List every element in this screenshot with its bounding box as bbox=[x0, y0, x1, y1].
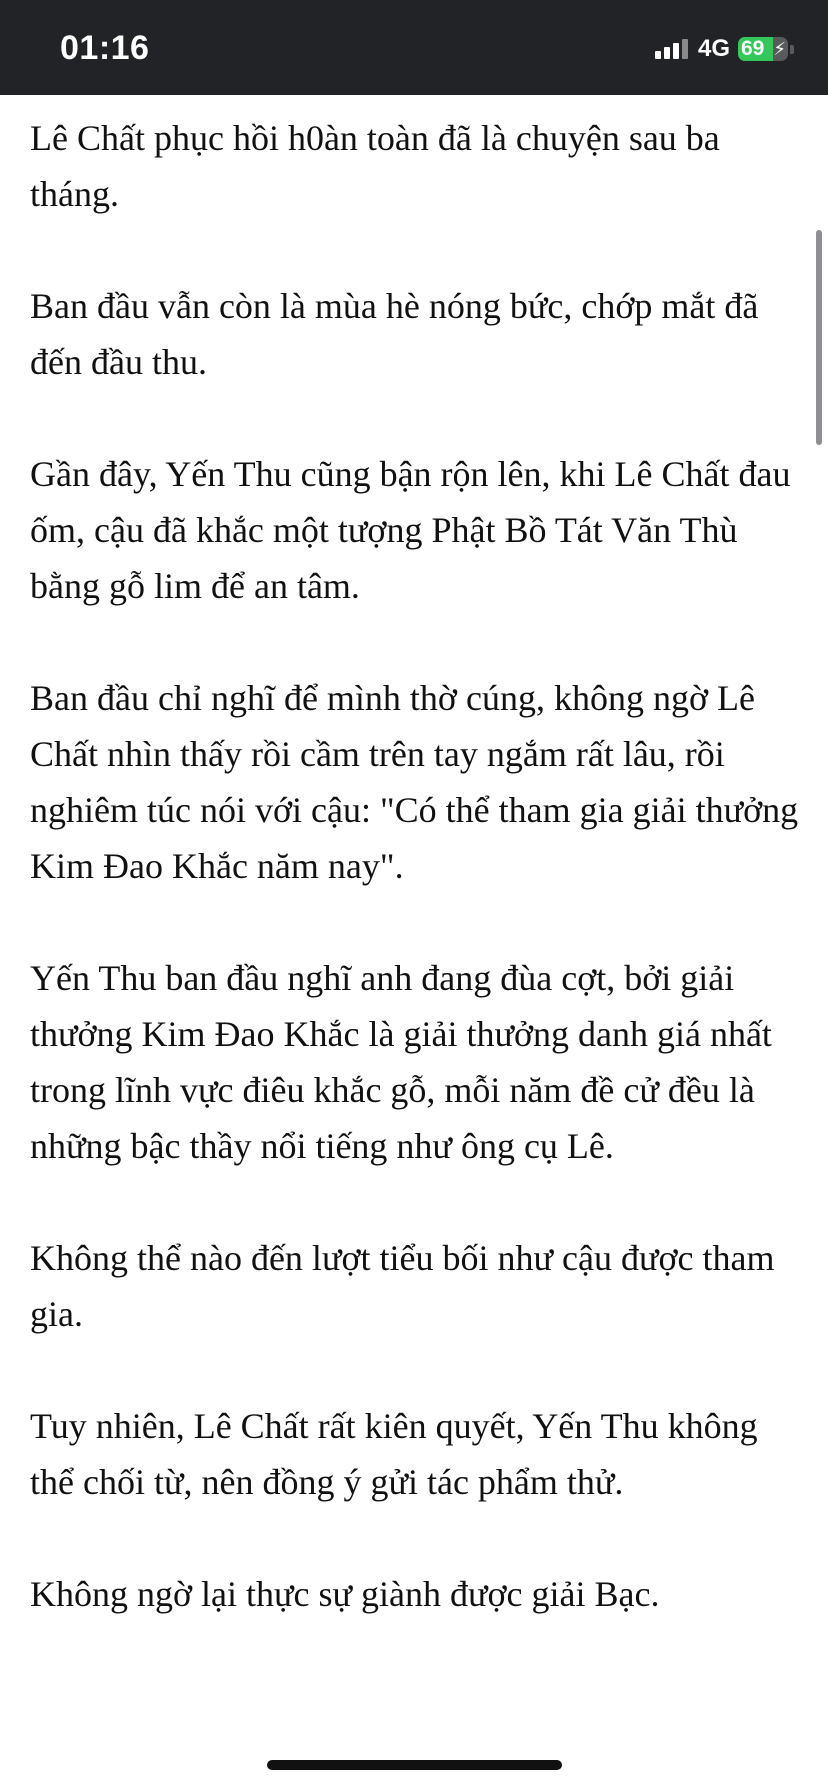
battery-icon bbox=[738, 37, 788, 61]
battery-cap bbox=[790, 45, 794, 54]
paragraph: Yến Thu ban đầu nghĩ anh đang đùa cợt, bởi giải thưởng Kim Đao Khắc là giải thưởng danh giá nhất trong lĩnh vực điêu khắc gỗ, mỗi năm đề cử đều là những bậc thầy nổi tiếng như ông cụ Lê. bbox=[30, 958, 772, 1166]
status-bar bbox=[0, 0, 828, 95]
network-type-label: 4G bbox=[697, 35, 730, 62]
status-time: 01:16 bbox=[60, 29, 150, 67]
signal-strength-icon bbox=[655, 39, 688, 59]
paragraph: Lê Chất phục hồi h0àn toàn đã là chuyện sau ba tháng. bbox=[30, 118, 720, 214]
paragraph: Ban đầu vẫn còn là mùa hè nóng bức, chớp mắt đã đến đầu thu. bbox=[30, 286, 759, 382]
battery-level: 69 bbox=[741, 37, 765, 60]
scrollbar[interactable] bbox=[816, 230, 822, 445]
paragraph: Không ngờ lại thực sự giành được giải Bạc. bbox=[30, 1574, 660, 1614]
charging-bolt-icon: ⚡︎ bbox=[773, 39, 786, 59]
home-indicator[interactable] bbox=[267, 1760, 562, 1770]
paragraph: Tuy nhiên, Lê Chất rất kiên quyết, Yến Thu không thể chối từ, nên đồng ý gửi tác phẩm thử. bbox=[30, 1406, 758, 1502]
paragraph: Ban đầu chỉ nghĩ để mình thờ cúng, không ngờ Lê Chất nhìn thấy rồi cầm trên tay ngắm rất lâu, rồi nghiêm túc nói với cậu: "Có thể tham gia giải thưởng Kim Đao Khắc năm nay". bbox=[30, 678, 799, 886]
status-indicators bbox=[655, 34, 794, 64]
article-body bbox=[30, 110, 800, 1678]
paragraph: Gần đây, Yến Thu cũng bận rộn lên, khi Lê Chất đau ốm, cậu đã khắc một tượng Phật Bồ Tát Văn Thù bằng gỗ lim để an tâm. bbox=[30, 454, 791, 606]
paragraph: Không thể nào đến lượt tiểu bối như cậu được tham gia. bbox=[30, 1238, 775, 1334]
